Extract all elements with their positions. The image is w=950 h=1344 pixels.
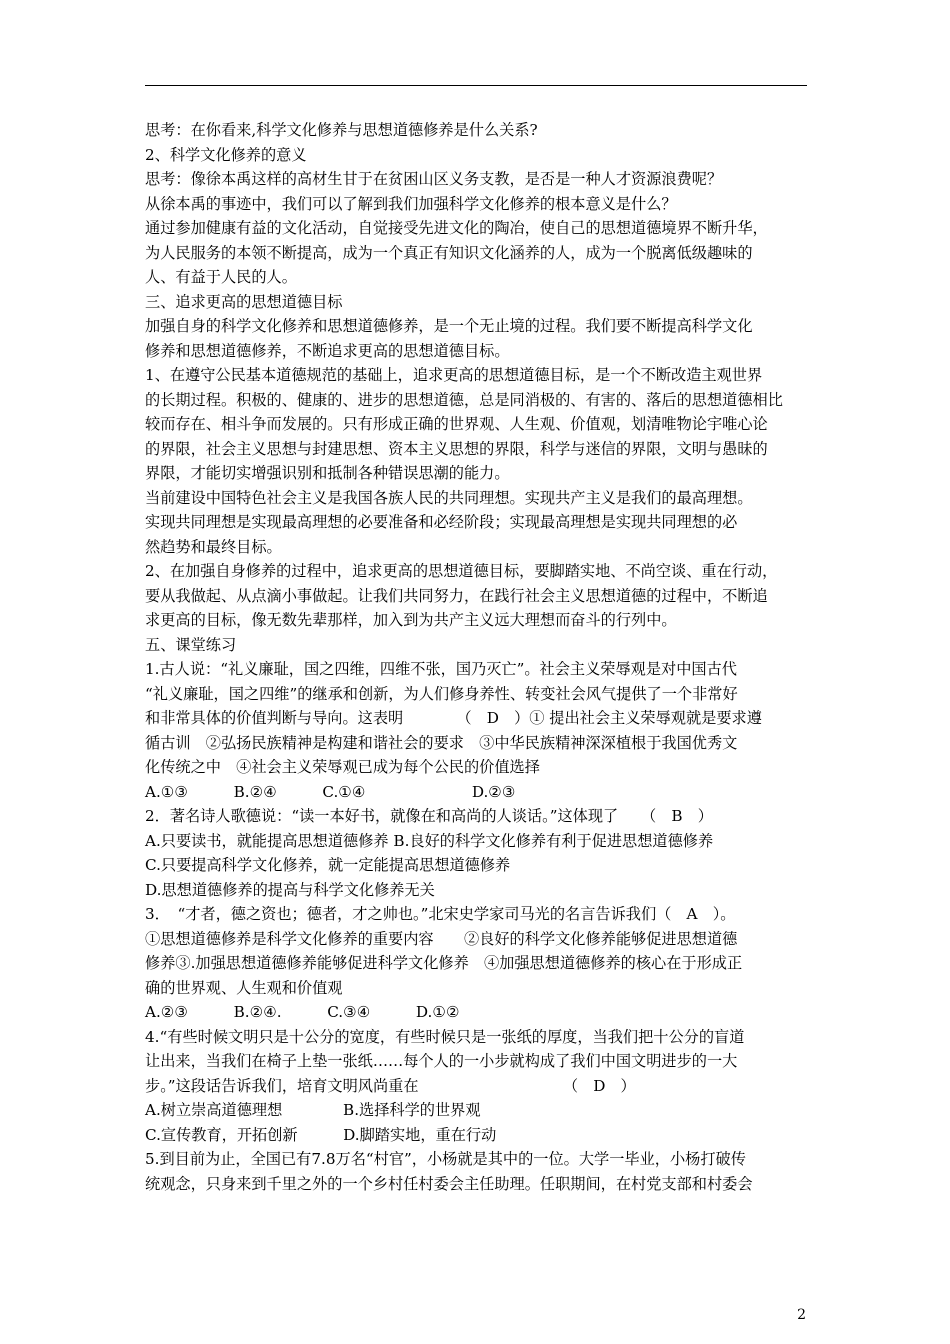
question-line: 2．著名诗人歌德说：“读一本好书，就像在和高尚的人谈话。”这体现了 （ B ） xyxy=(145,807,713,825)
question-line: 化传统之中 ④社会主义荣辱观已成为每个公民的价值选择 xyxy=(145,758,540,776)
question-line: 4.“有些时候文明只是十公分的宽度，有些时候只是一张纸的厚度，当我们把十公分的盲道 xyxy=(145,1027,745,1046)
text-line: 2、在加强自身修养的过程中，追求更高的思想道德目标，要脚踏实地、不尚空谈、重在行动， xyxy=(145,562,778,580)
text-line: 修养和思想道德修养，不断追求更高的思想道德目标。 xyxy=(145,341,510,360)
answer-options: C.宣传教育，开拓创新 D.脚踏实地，重在行动 xyxy=(145,1125,497,1144)
text-line: 为人民服务的本领不断提高，成为一个真正有知识文化涵养的人，成为一个脱离低级趣味的 xyxy=(145,243,753,262)
question-line: 统观念，只身来到千里之外的一个乡村任村委会主任助理。任职期间，在村党支部和村委会 xyxy=(145,1174,753,1193)
section-heading: 五、课堂练习 xyxy=(145,635,237,654)
question-line: 修养③.加强思想道德修养能够促进科学文化修养 ④加强思想道德修养的核心在于形成正 xyxy=(145,954,743,972)
question-line: 循古训 ②弘扬民族精神是构建和谐社会的要求 ③中华民族精神深深植根于我国优秀文 xyxy=(145,733,738,752)
text-line: 界限，才能切实增强识别和抵制各种错误思潮的能力。 xyxy=(145,464,510,482)
answer-options: A.①③ B.②④ C.①④ D.②③ xyxy=(145,782,516,801)
question-line: 1.古人说：“礼义廉耻，国之四维，四维不张，国乃灭亡”。社会主义荣辱观是对中国古代 xyxy=(145,660,737,678)
header-rule xyxy=(145,85,807,86)
text-line: 的长期过程。积极的、健康的、进步的思想道德，总是同消极的、有害的、落后的思想道德相比 xyxy=(145,390,783,409)
question-line: 步。”这段话告诉我们，培育文明风尚重在 （ D ） xyxy=(145,1076,636,1095)
text-line: 然趋势和最终目标。 xyxy=(145,537,282,556)
text-line: 从徐本禹的事迹中，我们可以了解到我们加强科学文化修养的根本意义是什么？ xyxy=(145,194,677,213)
text-line: 当前建设中国特色社会主义是我国各族人民的共同理想。实现共产主义是我们的最高理想。 xyxy=(145,488,753,507)
text-line: 思考：在你看来,科学文化修养与思想道德修养是什么关系? xyxy=(145,121,538,139)
text-line: 加强自身的科学文化修养和思想道德修养，是一个无止境的过程。我们要不断提高科学文化 xyxy=(145,317,753,335)
section-heading: 三、追求更高的思想道德目标 xyxy=(145,292,343,311)
page-number: 2 xyxy=(797,1307,806,1323)
question-line: “礼义廉耻，国之四维”的继承和创新，为人们修身养性、转变社会风气提供了一个非常好 xyxy=(145,684,738,703)
text-line: 1、在遵守公民基本道德规范的基础上，追求更高的思想道德目标，是一个不断改造主观世界 xyxy=(145,366,763,384)
answer-options: A.只要读书，就能提高思想道德修养 B.良好的科学文化修养有利于促进思想道德修养 xyxy=(145,831,714,850)
question-line: 确的世界观、人生观和价值观 xyxy=(145,978,343,997)
text-line: 较而存在、相斗争而发展的。只有形成正确的世界观、人生观、价值观，划清唯物论宇唯心论 xyxy=(145,415,768,433)
document-body xyxy=(145,118,810,1196)
section-heading: 2、科学文化修养的意义 xyxy=(145,145,307,164)
question-line: 让出来，当我们在椅子上垫一张纸……每个人的一小步就构成了我们中国文明进步的一大 xyxy=(145,1052,738,1070)
answer-options: D.思想道德修养的提高与科学文化修养无关 xyxy=(145,880,435,899)
question-line: 和非常具体的价值判断与导向。这表明 （ D ）① 提出社会主义荣辱观就是要求遵 xyxy=(145,709,762,727)
text-line: 的界限，社会主义思想与封建思想、资本主义思想的界限，科学与迷信的界限，文明与愚昧的 xyxy=(145,439,768,458)
question-line: ①思想道德修养是科学文化修养的重要内容 ②良好的科学文化修养能够促进思想道德 xyxy=(145,929,738,948)
text-line: 求更高的目标，像无数先辈那样，加入到为共产主义远大理想而奋斗的行列中。 xyxy=(145,611,677,629)
answer-options: A.②③ B.②④. C.③④ D.①② xyxy=(145,1003,460,1021)
question-line: 3． “才者，德之资也；德者，才之帅也。”北宋史学家司马光的名言告诉我们（ A ）。 xyxy=(145,905,736,923)
text-line: 通过参加健康有益的文化活动，自觉接受先进文化的陶冶，使自己的思想道德境界不断升华， xyxy=(145,219,768,237)
text-line: 实现共同理想是实现最高理想的必要准备和必经阶段；实现最高理想是实现共同理想的必 xyxy=(145,513,738,531)
text-line: 要从我做起、从点滴小事做起。让我们共同努力，在践行社会主义思想道德的过程中，不断追 xyxy=(145,586,768,605)
answer-options: A.树立崇高道德理想 B.选择科学的世界观 xyxy=(145,1101,481,1119)
text-line: 人、有益于人民的人。 xyxy=(145,268,297,286)
text-line: 思考：像徐本禹这样的高材生甘于在贫困山区义务支教，是否是一种人才资源浪费呢？ xyxy=(145,170,723,188)
question-line: 5.到目前为止，全国已有7.8万名“村官”，小杨就是其中的一位。大学一毕业，小杨打破传 xyxy=(145,1150,746,1168)
answer-options: C.只要提高科学文化修养，就一定能提高思想道德修养 xyxy=(145,856,511,874)
